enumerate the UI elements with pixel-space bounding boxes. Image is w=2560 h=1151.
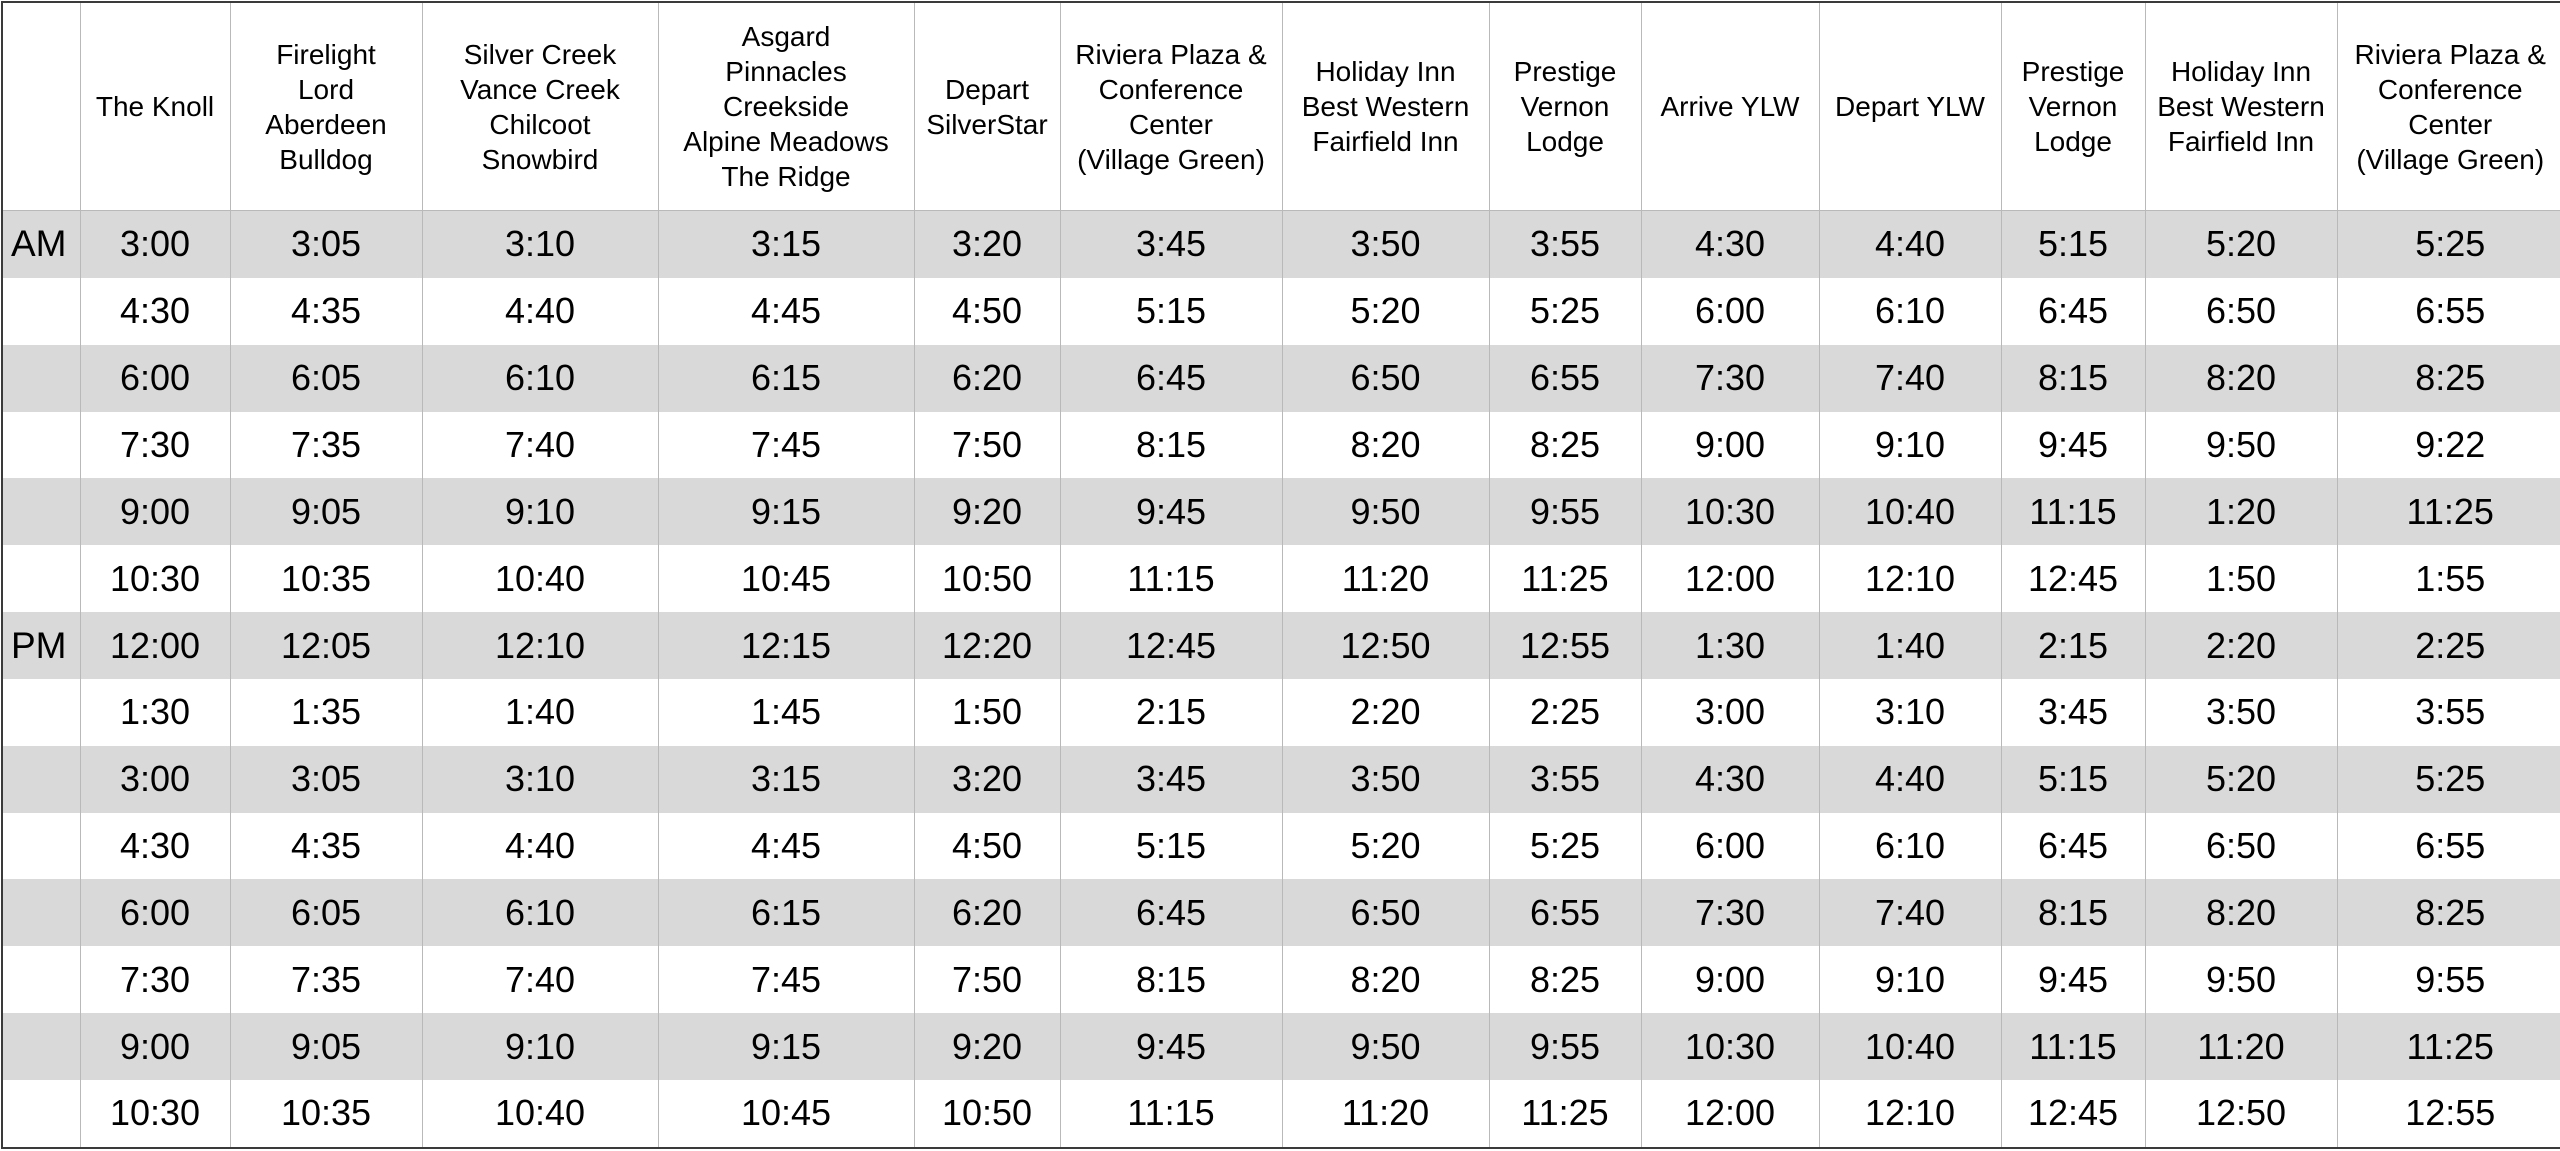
time-cell: 11:20 bbox=[2145, 1013, 2337, 1080]
period-label bbox=[2, 1080, 80, 1148]
time-cell: 9:55 bbox=[1489, 1013, 1641, 1080]
time-cell: 6:10 bbox=[422, 879, 658, 946]
shuttle-schedule-table bbox=[1, 1, 2560, 1149]
time-cell: 9:10 bbox=[1819, 946, 2001, 1013]
time-cell: 6:10 bbox=[1819, 278, 2001, 345]
time-cell: 4:30 bbox=[1641, 746, 1819, 813]
period-label bbox=[2, 746, 80, 813]
time-cell: 3:20 bbox=[914, 746, 1060, 813]
time-cell: 4:40 bbox=[1819, 746, 2001, 813]
time-cell: 3:15 bbox=[658, 746, 914, 813]
time-cell: 10:40 bbox=[422, 545, 658, 612]
schedule-row bbox=[2, 879, 2560, 946]
time-cell: 1:50 bbox=[2145, 545, 2337, 612]
schedule-row bbox=[2, 612, 2560, 679]
time-cell: 3:45 bbox=[1060, 746, 1282, 813]
time-cell: 8:15 bbox=[1060, 946, 1282, 1013]
time-cell: 3:55 bbox=[2337, 679, 2560, 746]
time-cell: 7:50 bbox=[914, 412, 1060, 479]
stop-name-line: Conference bbox=[2377, 73, 2523, 105]
time-cell: 12:00 bbox=[80, 612, 230, 679]
time-cell: 9:45 bbox=[2001, 412, 2145, 479]
period-label: AM bbox=[2, 211, 80, 278]
schedule-row bbox=[2, 545, 2560, 612]
time-cell: 7:40 bbox=[422, 412, 658, 479]
time-cell: 7:35 bbox=[230, 412, 422, 479]
schedule-row bbox=[2, 813, 2560, 880]
time-cell: 6:45 bbox=[2001, 278, 2145, 345]
time-cell: 12:55 bbox=[2337, 1080, 2560, 1148]
time-cell: 10:40 bbox=[422, 1080, 658, 1148]
time-cell: 12:10 bbox=[1819, 1080, 2001, 1148]
stop-name-line: Arrive YLW bbox=[1660, 91, 1800, 122]
time-cell: 11:15 bbox=[2001, 478, 2145, 545]
period-column-header bbox=[2, 2, 80, 211]
period-label bbox=[2, 679, 80, 746]
time-cell: 9:50 bbox=[2145, 412, 2337, 479]
time-cell: 4:40 bbox=[1819, 211, 2001, 278]
time-cell: 5:20 bbox=[2145, 746, 2337, 813]
stop-name-line: The Ridge bbox=[721, 161, 851, 192]
time-cell: 6:20 bbox=[914, 879, 1060, 946]
time-cell: 10:30 bbox=[1641, 478, 1819, 545]
time-cell: 4:30 bbox=[80, 813, 230, 880]
stop-name-line: Silver Creek bbox=[463, 38, 617, 70]
time-cell: 8:20 bbox=[1282, 412, 1489, 479]
time-cell: 9:45 bbox=[1060, 478, 1282, 545]
time-cell: 3:10 bbox=[422, 746, 658, 813]
time-cell: 6:15 bbox=[658, 879, 914, 946]
schedule-header bbox=[2, 2, 2560, 211]
stop-name-line: Center bbox=[1128, 108, 1214, 140]
time-cell: 10:40 bbox=[1819, 478, 2001, 545]
time-cell: 3:10 bbox=[1819, 679, 2001, 746]
time-cell: 7:30 bbox=[1641, 879, 1819, 946]
time-cell: 8:15 bbox=[2001, 879, 2145, 946]
period-label bbox=[2, 412, 80, 479]
stop-name-line: Vernon bbox=[1520, 91, 1610, 122]
time-cell: 12:50 bbox=[2145, 1080, 2337, 1148]
time-cell: 11:25 bbox=[1489, 1080, 1641, 1148]
time-cell: 8:25 bbox=[2337, 345, 2560, 412]
time-cell: 1:30 bbox=[80, 679, 230, 746]
time-cell: 10:50 bbox=[914, 1080, 1060, 1148]
stop-name-line: Depart bbox=[944, 73, 1030, 105]
stop-column-header bbox=[1819, 2, 2001, 211]
stop-name-line: Chilcoot bbox=[489, 108, 591, 140]
time-cell: 5:15 bbox=[1060, 278, 1282, 345]
stop-name-line: Conference bbox=[1098, 73, 1244, 105]
time-cell: 5:20 bbox=[1282, 278, 1489, 345]
time-cell: 2:15 bbox=[1060, 679, 1282, 746]
time-cell: 6:45 bbox=[1060, 345, 1282, 412]
time-cell: 4:35 bbox=[230, 278, 422, 345]
time-cell: 6:55 bbox=[1489, 345, 1641, 412]
period-label bbox=[2, 545, 80, 612]
stop-name-line: Alpine Meadows bbox=[683, 126, 889, 157]
stop-name-line: Lodge bbox=[2034, 126, 2112, 157]
period-label bbox=[2, 879, 80, 946]
time-cell: 5:20 bbox=[2145, 211, 2337, 278]
period-label bbox=[2, 278, 80, 345]
time-cell: 3:05 bbox=[230, 746, 422, 813]
time-cell: 12:00 bbox=[1641, 545, 1819, 612]
time-cell: 3:20 bbox=[914, 211, 1060, 278]
time-cell: 3:05 bbox=[230, 211, 422, 278]
time-cell: 11:25 bbox=[2337, 1013, 2560, 1080]
time-cell: 9:50 bbox=[2145, 946, 2337, 1013]
time-cell: 3:55 bbox=[1489, 211, 1641, 278]
time-cell: 6:20 bbox=[914, 345, 1060, 412]
time-cell: 10:30 bbox=[80, 545, 230, 612]
time-cell: 12:45 bbox=[2001, 545, 2145, 612]
time-cell: 3:50 bbox=[2145, 679, 2337, 746]
time-cell: 1:40 bbox=[1819, 612, 2001, 679]
time-cell: 4:30 bbox=[80, 278, 230, 345]
time-cell: 8:15 bbox=[1060, 412, 1282, 479]
stop-name-line: Best Western bbox=[2157, 91, 2325, 122]
time-cell: 6:50 bbox=[2145, 813, 2337, 880]
time-cell: 12:10 bbox=[422, 612, 658, 679]
time-cell: 6:15 bbox=[658, 345, 914, 412]
stop-column-header bbox=[422, 2, 658, 211]
schedule-row bbox=[2, 412, 2560, 479]
schedule-row bbox=[2, 278, 2560, 345]
time-cell: 12:15 bbox=[658, 612, 914, 679]
time-cell: 10:45 bbox=[658, 1080, 914, 1148]
time-cell: 2:25 bbox=[1489, 679, 1641, 746]
stop-name-line: (Village Green) bbox=[1077, 143, 1265, 175]
stop-name-line: (Village Green) bbox=[2356, 143, 2545, 175]
schedule-row bbox=[2, 1013, 2560, 1080]
time-cell: 1:55 bbox=[2337, 545, 2560, 612]
time-cell: 11:15 bbox=[2001, 1013, 2145, 1080]
time-cell: 4:35 bbox=[230, 813, 422, 880]
time-cell: 10:50 bbox=[914, 545, 1060, 612]
stop-column-header bbox=[1282, 2, 1489, 211]
time-cell: 6:00 bbox=[80, 879, 230, 946]
time-cell: 9:00 bbox=[80, 478, 230, 545]
time-cell: 6:10 bbox=[422, 345, 658, 412]
time-cell: 8:20 bbox=[2145, 879, 2337, 946]
time-cell: 11:25 bbox=[1489, 545, 1641, 612]
stop-name-line: Riviera Plaza & bbox=[2354, 38, 2546, 70]
time-cell: 12:10 bbox=[1819, 545, 2001, 612]
stop-name-line: Asgard bbox=[741, 21, 831, 52]
schedule-row bbox=[2, 746, 2560, 813]
time-cell: 3:15 bbox=[658, 211, 914, 278]
time-cell: 9:55 bbox=[1489, 478, 1641, 545]
time-cell: 4:45 bbox=[658, 278, 914, 345]
time-cell: 9:10 bbox=[1819, 412, 2001, 479]
stop-name-line: Bulldog bbox=[279, 143, 373, 175]
time-cell: 10:45 bbox=[658, 545, 914, 612]
time-cell: 2:20 bbox=[1282, 679, 1489, 746]
time-cell: 10:35 bbox=[230, 1080, 422, 1148]
time-cell: 1:45 bbox=[658, 679, 914, 746]
stop-name-line: Lord bbox=[297, 73, 355, 105]
schedule-row bbox=[2, 345, 2560, 412]
time-cell: 9:00 bbox=[1641, 946, 1819, 1013]
time-cell: 9:50 bbox=[1282, 1013, 1489, 1080]
time-cell: 3:50 bbox=[1282, 211, 1489, 278]
time-cell: 5:25 bbox=[1489, 278, 1641, 345]
time-cell: 12:55 bbox=[1489, 612, 1641, 679]
period-label bbox=[2, 478, 80, 545]
stop-name-line: Center bbox=[2408, 108, 2493, 140]
stop-column-header bbox=[658, 2, 914, 211]
time-cell: 1:50 bbox=[914, 679, 1060, 746]
stop-name-line: Prestige bbox=[1513, 56, 1617, 87]
time-cell: 9:05 bbox=[230, 478, 422, 545]
time-cell: 6:45 bbox=[1060, 879, 1282, 946]
time-cell: 9:00 bbox=[1641, 412, 1819, 479]
time-cell: 6:00 bbox=[80, 345, 230, 412]
stop-name-line: Fairfield Inn bbox=[2167, 126, 2315, 157]
stop-column-header bbox=[230, 2, 422, 211]
time-cell: 8:20 bbox=[1282, 946, 1489, 1013]
time-cell: 6:45 bbox=[2001, 813, 2145, 880]
period-label bbox=[2, 345, 80, 412]
stop-column-header bbox=[2337, 2, 2560, 211]
time-cell: 6:50 bbox=[2145, 278, 2337, 345]
time-cell: 5:25 bbox=[2337, 211, 2560, 278]
time-cell: 9:45 bbox=[2001, 946, 2145, 1013]
time-cell: 6:00 bbox=[1641, 813, 1819, 880]
time-cell: 4:45 bbox=[658, 813, 914, 880]
time-cell: 7:45 bbox=[658, 412, 914, 479]
time-cell: 7:50 bbox=[914, 946, 1060, 1013]
time-cell: 6:10 bbox=[1819, 813, 2001, 880]
time-cell: 9:22 bbox=[2337, 412, 2560, 479]
time-cell: 8:15 bbox=[2001, 345, 2145, 412]
stop-name-line: Prestige bbox=[2021, 56, 2125, 87]
time-cell: 11:20 bbox=[1282, 1080, 1489, 1148]
time-cell: 5:15 bbox=[2001, 211, 2145, 278]
time-cell: 5:15 bbox=[2001, 746, 2145, 813]
time-cell: 6:05 bbox=[230, 345, 422, 412]
time-cell: 3:45 bbox=[1060, 211, 1282, 278]
time-cell: 6:00 bbox=[1641, 278, 1819, 345]
time-cell: 10:30 bbox=[80, 1080, 230, 1148]
period-label bbox=[2, 1013, 80, 1080]
time-cell: 9:10 bbox=[422, 1013, 658, 1080]
time-cell: 3:45 bbox=[2001, 679, 2145, 746]
stop-name-line: Pinnacles bbox=[725, 56, 847, 87]
schedule-row bbox=[2, 478, 2560, 545]
time-cell: 10:40 bbox=[1819, 1013, 2001, 1080]
schedule-row bbox=[2, 946, 2560, 1013]
time-cell: 2:25 bbox=[2337, 612, 2560, 679]
time-cell: 5:25 bbox=[2337, 746, 2560, 813]
time-cell: 2:15 bbox=[2001, 612, 2145, 679]
time-cell: 3:00 bbox=[80, 746, 230, 813]
time-cell: 11:15 bbox=[1060, 545, 1282, 612]
time-cell: 9:50 bbox=[1282, 478, 1489, 545]
time-cell: 3:50 bbox=[1282, 746, 1489, 813]
time-cell: 1:30 bbox=[1641, 612, 1819, 679]
time-cell: 9:55 bbox=[2337, 946, 2560, 1013]
time-cell: 4:40 bbox=[422, 813, 658, 880]
time-cell: 7:30 bbox=[1641, 345, 1819, 412]
time-cell: 1:20 bbox=[2145, 478, 2337, 545]
stop-name-line: Creekside bbox=[722, 91, 850, 122]
time-cell: 12:05 bbox=[230, 612, 422, 679]
stop-name-line: Depart YLW bbox=[1835, 91, 1985, 122]
period-label: PM bbox=[2, 612, 80, 679]
schedule-row bbox=[2, 679, 2560, 746]
stop-column-header bbox=[1641, 2, 1819, 211]
time-cell: 6:50 bbox=[1282, 879, 1489, 946]
stop-column-header bbox=[1489, 2, 1641, 211]
time-cell: 6:55 bbox=[2337, 813, 2560, 880]
time-cell: 11:20 bbox=[1282, 545, 1489, 612]
stop-name-line: Vernon bbox=[2028, 91, 2118, 122]
time-cell: 4:40 bbox=[422, 278, 658, 345]
stop-column-header bbox=[914, 2, 1060, 211]
time-cell: 1:35 bbox=[230, 679, 422, 746]
stop-name-line: The Knoll bbox=[95, 91, 215, 122]
time-cell: 7:40 bbox=[1819, 345, 2001, 412]
time-cell: 12:45 bbox=[2001, 1080, 2145, 1148]
time-cell: 10:35 bbox=[230, 545, 422, 612]
time-cell: 8:25 bbox=[2337, 879, 2560, 946]
time-cell: 12:45 bbox=[1060, 612, 1282, 679]
time-cell: 9:15 bbox=[658, 1013, 914, 1080]
time-cell: 3:00 bbox=[80, 211, 230, 278]
time-cell: 1:40 bbox=[422, 679, 658, 746]
time-cell: 5:15 bbox=[1060, 813, 1282, 880]
time-cell: 7:30 bbox=[80, 412, 230, 479]
header-row bbox=[2, 2, 2560, 211]
stop-column-header bbox=[2001, 2, 2145, 211]
stop-name-line: Aberdeen bbox=[265, 108, 387, 140]
stop-column-header bbox=[80, 2, 230, 211]
stop-column-header bbox=[2145, 2, 2337, 211]
time-cell: 9:00 bbox=[80, 1013, 230, 1080]
time-cell: 8:20 bbox=[2145, 345, 2337, 412]
time-cell: 9:20 bbox=[914, 1013, 1060, 1080]
time-cell: 6:55 bbox=[2337, 278, 2560, 345]
time-cell: 7:35 bbox=[230, 946, 422, 1013]
period-label bbox=[2, 813, 80, 880]
time-cell: 9:45 bbox=[1060, 1013, 1282, 1080]
time-cell: 9:05 bbox=[230, 1013, 422, 1080]
time-cell: 11:25 bbox=[2337, 478, 2560, 545]
stop-name-line: Riviera Plaza & bbox=[1075, 38, 1267, 70]
stop-name-line: Fairfield Inn bbox=[1312, 126, 1459, 157]
time-cell: 6:50 bbox=[1282, 345, 1489, 412]
stop-name-line: Holiday Inn bbox=[1315, 56, 1456, 87]
time-cell: 12:50 bbox=[1282, 612, 1489, 679]
time-cell: 4:50 bbox=[914, 813, 1060, 880]
stop-name-line: Holiday Inn bbox=[2170, 56, 2312, 87]
time-cell: 3:10 bbox=[422, 211, 658, 278]
time-cell: 7:30 bbox=[80, 946, 230, 1013]
schedule-row bbox=[2, 211, 2560, 278]
time-cell: 12:20 bbox=[914, 612, 1060, 679]
time-cell: 9:20 bbox=[914, 478, 1060, 545]
time-cell: 9:15 bbox=[658, 478, 914, 545]
stop-name-line: Firelight bbox=[276, 38, 376, 70]
time-cell: 7:45 bbox=[658, 946, 914, 1013]
time-cell: 8:25 bbox=[1489, 412, 1641, 479]
time-cell: 4:50 bbox=[914, 278, 1060, 345]
schedule-row bbox=[2, 1080, 2560, 1148]
period-label bbox=[2, 946, 80, 1013]
time-cell: 6:05 bbox=[230, 879, 422, 946]
time-cell: 5:20 bbox=[1282, 813, 1489, 880]
stop-column-header bbox=[1060, 2, 1282, 211]
time-cell: 3:55 bbox=[1489, 746, 1641, 813]
time-cell: 3:00 bbox=[1641, 679, 1819, 746]
time-cell: 10:30 bbox=[1641, 1013, 1819, 1080]
stop-name-line: Best Western bbox=[1301, 91, 1470, 122]
time-cell: 11:15 bbox=[1060, 1080, 1282, 1148]
time-cell: 4:30 bbox=[1641, 211, 1819, 278]
time-cell: 12:00 bbox=[1641, 1080, 1819, 1148]
stop-name-line: Snowbird bbox=[481, 143, 599, 175]
time-cell: 9:10 bbox=[422, 478, 658, 545]
time-cell: 8:25 bbox=[1489, 946, 1641, 1013]
time-cell: 7:40 bbox=[1819, 879, 2001, 946]
schedule-body bbox=[2, 211, 2560, 1149]
stop-name-line: Vance Creek bbox=[460, 73, 620, 105]
time-cell: 6:55 bbox=[1489, 879, 1641, 946]
time-cell: 2:20 bbox=[2145, 612, 2337, 679]
time-cell: 5:25 bbox=[1489, 813, 1641, 880]
time-cell: 7:40 bbox=[422, 946, 658, 1013]
stop-name-line: Lodge bbox=[1526, 126, 1604, 157]
stop-name-line: SilverStar bbox=[926, 108, 1048, 140]
